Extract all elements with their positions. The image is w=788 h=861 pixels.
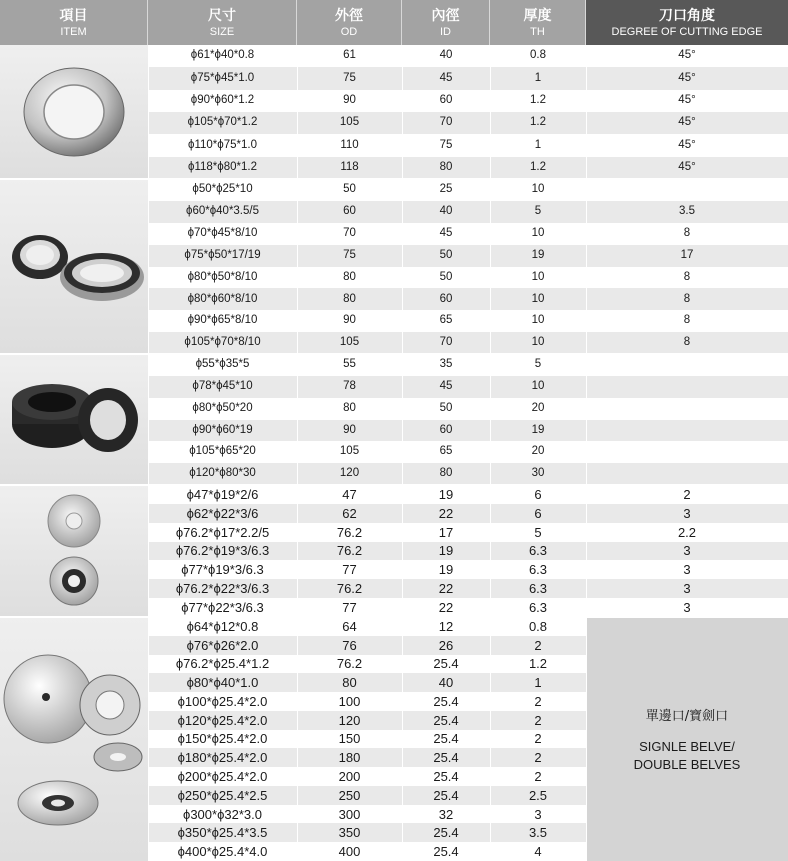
cell-od: 64 bbox=[342, 618, 357, 634]
header-size-en: SIZE bbox=[209, 26, 235, 38]
small-disc-blade-icon bbox=[0, 485, 148, 617]
cell-deg: 3 bbox=[683, 505, 691, 521]
cell-deg: 17 bbox=[680, 248, 694, 261]
cell-id: 70 bbox=[439, 116, 453, 129]
header-id-zh: 內徑 bbox=[431, 8, 460, 24]
cell-od: 47 bbox=[342, 486, 357, 502]
cell-id: 40 bbox=[439, 49, 453, 62]
cell-size: ϕ50*ϕ25*10 bbox=[192, 183, 253, 196]
cell-th: 1.2 bbox=[530, 94, 546, 107]
cell-od: 60 bbox=[343, 205, 356, 218]
cell-th: 10 bbox=[531, 336, 545, 349]
cell-th: 2 bbox=[534, 750, 542, 766]
group-divider bbox=[0, 484, 788, 486]
cell-th: 2 bbox=[534, 693, 542, 709]
cell-deg: 45° bbox=[678, 94, 696, 107]
cell-od: 62 bbox=[342, 505, 357, 521]
cell-size: ϕ76.2*ϕ17*2.2/5 bbox=[175, 524, 270, 540]
cell-deg: 45° bbox=[678, 49, 696, 62]
cell-th: 1 bbox=[534, 675, 542, 691]
cell-size: ϕ105*ϕ70*1.2 bbox=[187, 116, 258, 129]
item-image-cell bbox=[0, 354, 148, 485]
merged-degree-zh: 單邊口/寶劍口 bbox=[645, 708, 729, 724]
column-divider bbox=[297, 45, 298, 861]
cell-deg: 8 bbox=[683, 314, 691, 327]
cell-deg bbox=[586, 463, 788, 485]
cell-th: 10 bbox=[531, 226, 545, 239]
header-item-en: ITEM bbox=[60, 26, 87, 38]
cell-deg: 45° bbox=[678, 138, 696, 151]
cell-size: ϕ350*ϕ25.4*3.5 bbox=[177, 825, 268, 841]
merged-degree-en-line2: DOUBLE BELVES bbox=[633, 756, 741, 772]
cell-od: 250 bbox=[338, 787, 361, 803]
column-divider bbox=[490, 45, 491, 861]
cell-th: 6.3 bbox=[528, 600, 548, 616]
cell-od: 55 bbox=[343, 358, 356, 371]
cell-od: 105 bbox=[339, 445, 360, 458]
cell-size: ϕ76.2*ϕ22*3/6.3 bbox=[175, 581, 270, 597]
cell-th: 30 bbox=[531, 467, 545, 480]
cell-size: ϕ100*ϕ25.4*2.0 bbox=[177, 693, 268, 709]
cell-size: ϕ105*ϕ70*8/10 bbox=[184, 336, 261, 349]
cell-th: 10 bbox=[531, 314, 545, 327]
cell-id: 25.4 bbox=[433, 712, 459, 728]
cell-deg: 8 bbox=[683, 226, 691, 239]
cell-od: 78 bbox=[343, 379, 356, 392]
cell-id: 22 bbox=[438, 505, 454, 521]
cell-size: ϕ180*ϕ25.4*2.0 bbox=[177, 750, 268, 766]
cell-th: 0.8 bbox=[530, 49, 546, 62]
cell-th: 20 bbox=[531, 401, 545, 414]
cell-size: ϕ77*ϕ22*3/6.3 bbox=[181, 600, 264, 616]
cell-id: 25.4 bbox=[433, 731, 459, 747]
cell-th: 10 bbox=[531, 292, 545, 305]
cell-size: ϕ47*ϕ19*2/6 bbox=[186, 486, 259, 502]
header-od-zh: 外徑 bbox=[335, 8, 363, 24]
cell-id: 75 bbox=[439, 138, 453, 151]
cell-od: 50 bbox=[343, 183, 356, 196]
cell-th: 6.3 bbox=[528, 543, 548, 559]
cell-od: 90 bbox=[343, 314, 356, 327]
cell-size: ϕ64*ϕ12*0.8 bbox=[186, 618, 259, 634]
cell-od: 80 bbox=[343, 401, 356, 414]
cell-id: 40 bbox=[438, 675, 454, 691]
cell-th: 6.3 bbox=[528, 581, 548, 597]
cell-size: ϕ80*ϕ50*8/10 bbox=[187, 270, 258, 283]
cell-size: ϕ76.2*ϕ25.4*1.2 bbox=[175, 656, 270, 672]
large-circular-blade-icon bbox=[0, 617, 148, 861]
cell-id: 80 bbox=[439, 161, 453, 174]
cell-th: 20 bbox=[531, 445, 545, 458]
cell-size: ϕ200*ϕ25.4*2.0 bbox=[177, 769, 268, 785]
cell-id: 45 bbox=[439, 226, 453, 239]
cell-id: 25.4 bbox=[433, 769, 459, 785]
cell-od: 105 bbox=[339, 336, 360, 349]
header-od bbox=[297, 0, 402, 45]
cell-th: 19 bbox=[531, 423, 545, 436]
cell-size: ϕ120*ϕ25.4*2.0 bbox=[177, 712, 268, 728]
cell-od: 180 bbox=[338, 750, 361, 766]
cell-id: 25.4 bbox=[433, 787, 459, 803]
flat-ring-blade-icon bbox=[0, 45, 148, 179]
cell-id: 35 bbox=[439, 358, 453, 371]
cell-th: 1.2 bbox=[528, 656, 548, 672]
cell-size: ϕ61*ϕ40*0.8 bbox=[190, 49, 255, 62]
cell-th: 10 bbox=[531, 270, 545, 283]
cell-od: 70 bbox=[343, 226, 356, 239]
item-image-cell bbox=[0, 45, 148, 179]
column-divider bbox=[586, 45, 587, 861]
cell-th: 2 bbox=[534, 712, 542, 728]
cell-size: ϕ90*ϕ65*8/10 bbox=[187, 314, 258, 327]
cell-size: ϕ250*ϕ25.4*2.5 bbox=[177, 787, 268, 803]
cell-th: 1 bbox=[534, 71, 542, 84]
cell-od: 76 bbox=[342, 637, 357, 653]
header-degree bbox=[586, 0, 788, 45]
cell-size: ϕ55*ϕ35*5 bbox=[195, 358, 250, 371]
cell-od: 75 bbox=[343, 248, 356, 261]
cell-size: ϕ110*ϕ75*1.0 bbox=[188, 138, 257, 151]
cell-id: 50 bbox=[439, 248, 453, 261]
cell-id: 60 bbox=[439, 94, 453, 107]
cell-th: 1.2 bbox=[530, 116, 546, 129]
cell-size: ϕ80*ϕ40*1.0 bbox=[186, 675, 259, 691]
cell-size: ϕ90*ϕ60*1.2 bbox=[190, 94, 255, 107]
cell-deg bbox=[586, 420, 788, 442]
cell-od: 200 bbox=[338, 769, 361, 785]
cell-id: 50 bbox=[439, 401, 453, 414]
cell-deg: 8 bbox=[683, 336, 691, 349]
cell-id: 25.4 bbox=[433, 656, 459, 672]
group-divider bbox=[0, 616, 788, 618]
cell-deg: 8 bbox=[683, 270, 691, 283]
cell-th: 5 bbox=[534, 524, 542, 540]
cell-size: ϕ120*ϕ80*30 bbox=[189, 467, 256, 480]
header-degree-zh: 刀口角度 bbox=[659, 8, 715, 24]
cell-deg: 45° bbox=[678, 161, 696, 174]
cell-th: 1.2 bbox=[530, 161, 546, 174]
cell-id: 22 bbox=[438, 581, 454, 597]
cell-od: 300 bbox=[338, 806, 361, 822]
cell-th: 2 bbox=[534, 731, 542, 747]
cell-od: 77 bbox=[342, 562, 357, 578]
cell-id: 65 bbox=[439, 314, 453, 327]
item-image-cell bbox=[0, 617, 148, 861]
cell-id: 60 bbox=[439, 292, 453, 305]
cell-size: ϕ150*ϕ25.4*2.0 bbox=[177, 731, 268, 747]
cell-th: 5 bbox=[534, 358, 542, 371]
cell-th: 19 bbox=[531, 248, 545, 261]
cell-th: 10 bbox=[531, 379, 545, 392]
cell-id: 45 bbox=[439, 379, 453, 392]
cell-th: 2 bbox=[534, 769, 542, 785]
cell-deg: 45° bbox=[678, 71, 696, 84]
cell-th: 3.5 bbox=[528, 825, 548, 841]
cell-od: 105 bbox=[339, 116, 360, 129]
cell-deg: 2 bbox=[683, 486, 691, 502]
header-size-zh: 尺寸 bbox=[208, 8, 236, 24]
cell-od: 75 bbox=[343, 71, 356, 84]
cell-th: 10 bbox=[531, 183, 545, 196]
header-id bbox=[402, 0, 490, 45]
cell-od: 400 bbox=[338, 844, 361, 860]
cell-id: 25.4 bbox=[433, 825, 459, 841]
header-id-en: ID bbox=[440, 26, 451, 38]
cell-od: 76.2 bbox=[336, 524, 363, 540]
cell-deg bbox=[586, 398, 788, 420]
cell-deg: 2.2 bbox=[677, 524, 697, 540]
cell-id: 70 bbox=[439, 336, 453, 349]
cell-id: 19 bbox=[438, 486, 454, 502]
cell-od: 80 bbox=[342, 675, 357, 691]
header-degree-en: DEGREE OF CUTTING EDGE bbox=[611, 26, 763, 38]
cell-od: 150 bbox=[338, 731, 361, 747]
cell-deg: 3.5 bbox=[679, 205, 695, 218]
cell-od: 76.2 bbox=[336, 656, 363, 672]
header-th-en: TH bbox=[530, 26, 545, 38]
cell-size: ϕ60*ϕ40*3.5/5 bbox=[186, 205, 259, 218]
cell-id: 40 bbox=[439, 205, 453, 218]
cell-deg bbox=[586, 354, 788, 376]
cell-id: 65 bbox=[439, 445, 453, 458]
cell-od: 120 bbox=[338, 712, 361, 728]
cell-th: 6 bbox=[534, 505, 542, 521]
cell-size: ϕ80*ϕ60*8/10 bbox=[187, 292, 258, 305]
cell-th: 6 bbox=[534, 486, 542, 502]
stepped-ring-blade-icon bbox=[0, 179, 148, 354]
merged-degree-cell bbox=[586, 617, 788, 861]
cell-od: 90 bbox=[343, 423, 356, 436]
cell-size: ϕ118*ϕ80*1.2 bbox=[188, 161, 257, 174]
cell-od: 120 bbox=[339, 467, 360, 480]
cell-size: ϕ78*ϕ45*10 bbox=[192, 379, 253, 392]
header-th bbox=[490, 0, 586, 45]
cell-deg bbox=[586, 376, 788, 398]
cell-id: 50 bbox=[439, 270, 453, 283]
cell-size: ϕ62*ϕ22*3/6 bbox=[186, 505, 259, 521]
item-image-cell bbox=[0, 485, 148, 617]
cell-id: 80 bbox=[439, 467, 453, 480]
column-divider bbox=[402, 45, 403, 861]
cell-th: 2 bbox=[534, 637, 542, 653]
cell-deg: 3 bbox=[683, 581, 691, 597]
cell-size: ϕ70*ϕ45*8/10 bbox=[187, 226, 258, 239]
cell-th: 2.5 bbox=[528, 787, 548, 803]
cell-deg bbox=[586, 179, 788, 201]
cell-id: 19 bbox=[438, 543, 454, 559]
cell-th: 1 bbox=[534, 138, 542, 151]
group-divider bbox=[0, 178, 788, 180]
cell-size: ϕ300*ϕ32*3.0 bbox=[183, 806, 262, 822]
cell-deg: 3 bbox=[683, 562, 691, 578]
cell-id: 26 bbox=[438, 637, 454, 653]
cell-od: 61 bbox=[343, 49, 356, 62]
cell-th: 5 bbox=[534, 205, 542, 218]
cell-size: ϕ105*ϕ65*20 bbox=[189, 445, 256, 458]
header-size bbox=[148, 0, 297, 45]
cell-size: ϕ400*ϕ25.4*4.0 bbox=[177, 844, 268, 860]
cell-deg bbox=[586, 441, 788, 463]
cell-size: ϕ75*ϕ50*17/19 bbox=[184, 248, 261, 261]
cell-id: 45 bbox=[439, 71, 453, 84]
cell-th: 6.3 bbox=[528, 562, 548, 578]
cell-id: 60 bbox=[439, 423, 453, 436]
header-od-en: OD bbox=[340, 26, 358, 38]
cell-th: 3 bbox=[534, 806, 542, 822]
cell-th: 0.8 bbox=[528, 618, 548, 634]
cell-size: ϕ77*ϕ19*3/6.3 bbox=[181, 562, 264, 578]
cell-size: ϕ90*ϕ60*19 bbox=[192, 423, 253, 436]
header-item-zh: 項目 bbox=[59, 8, 88, 24]
cell-size: ϕ75*ϕ45*1.0 bbox=[190, 71, 255, 84]
cell-od: 118 bbox=[340, 161, 359, 174]
cell-size: ϕ76.2*ϕ19*3/6.3 bbox=[175, 543, 270, 559]
cell-od: 80 bbox=[343, 270, 356, 283]
cell-id: 25.4 bbox=[433, 750, 459, 766]
cell-od: 90 bbox=[343, 94, 356, 107]
cell-od: 76.2 bbox=[336, 581, 363, 597]
cell-od: 77 bbox=[342, 600, 357, 616]
item-image-cell bbox=[0, 179, 148, 354]
cell-size: ϕ80*ϕ50*20 bbox=[192, 401, 253, 414]
header-item bbox=[0, 0, 148, 45]
cell-id: 25.4 bbox=[433, 693, 459, 709]
cell-id: 25 bbox=[439, 183, 453, 196]
cell-od: 350 bbox=[338, 825, 361, 841]
cell-od: 110 bbox=[340, 138, 359, 151]
merged-degree-en-line1: SIGNLE BELVE/ bbox=[639, 738, 735, 754]
cell-id: 17 bbox=[438, 524, 454, 540]
column-divider bbox=[148, 45, 149, 861]
cell-deg: 45° bbox=[678, 116, 696, 129]
cell-id: 32 bbox=[438, 806, 454, 822]
cell-deg: 8 bbox=[683, 292, 691, 305]
cell-id: 25.4 bbox=[433, 844, 459, 860]
cell-id: 19 bbox=[438, 562, 454, 578]
rubber-spacer-ring-icon bbox=[0, 354, 148, 485]
cell-od: 80 bbox=[343, 292, 356, 305]
cell-deg: 3 bbox=[683, 543, 691, 559]
cell-id: 12 bbox=[438, 618, 454, 634]
header-th-zh: 厚度 bbox=[523, 8, 552, 24]
cell-od: 76.2 bbox=[336, 543, 363, 559]
cell-od: 100 bbox=[338, 693, 361, 709]
cell-id: 22 bbox=[438, 600, 454, 616]
cell-deg: 3 bbox=[683, 600, 691, 616]
cell-th: 4 bbox=[534, 844, 542, 860]
cell-size: ϕ76*ϕ26*2.0 bbox=[186, 637, 259, 653]
group-divider bbox=[0, 353, 788, 355]
